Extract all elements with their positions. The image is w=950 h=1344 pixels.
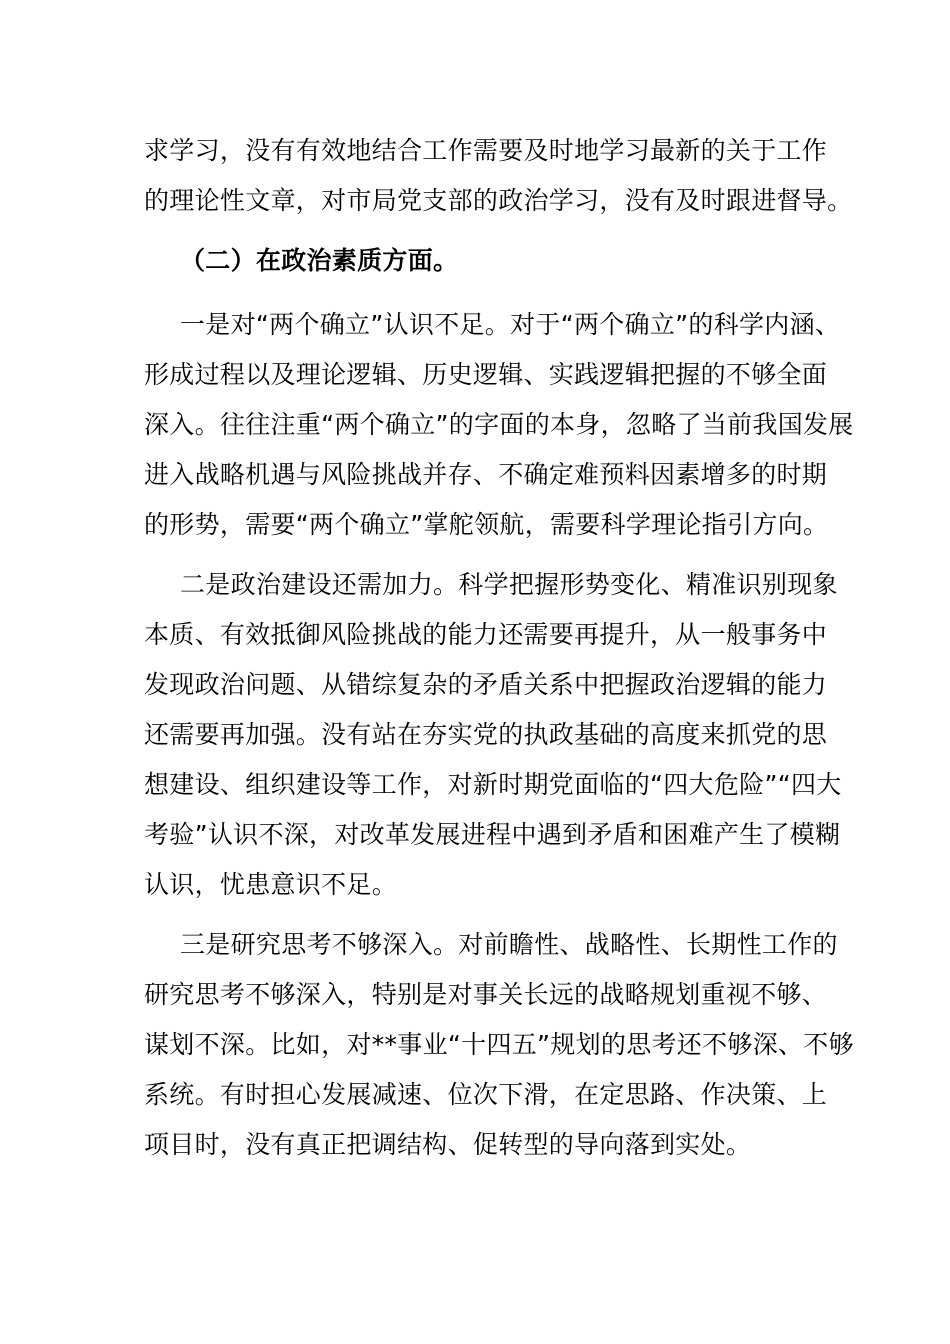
paragraph-2-line-2: 本质、有效抵御风险挑战的能力还需要再提升，从一般事务中	[144, 620, 828, 649]
paragraph-3-line-1: 三是研究思考不够深入。对前瞻性、战略性、长期性工作的	[180, 930, 838, 959]
paragraph-2-line-3: 发现政治问题、从错综复杂的矛盾关系中把握政治逻辑的能力	[144, 670, 828, 699]
paragraph-3-line-4: 系统。有时担心发展减速、位次下滑，在定思路、作决策、上	[144, 1080, 828, 1109]
paragraph-2-line-6: 考验”认识不深，对改革发展进程中遇到矛盾和困难产生了模糊	[144, 820, 841, 849]
paragraph-2-line-1: 二是政治建设还需加力。科学把握形势变化、精准识别现象	[180, 570, 838, 599]
paragraph-1-line-2: 形成过程以及理论逻辑、历史逻辑、实践逻辑把握的不够全面	[144, 360, 828, 389]
paragraph-3-line-5: 项目时，没有真正把调结构、促转型的导向落到实处。	[144, 1130, 752, 1159]
paragraph-2-line-4: 还需要再加强。没有站在夯实党的执政基础的高度来抓党的思	[144, 720, 828, 749]
paragraph-2-line-7: 认识，忧患意识不足。	[144, 870, 398, 899]
paragraph-2-line-5: 想建设、组织建设等工作，对新时期党面临的“四大危险”“四大	[144, 770, 842, 799]
paragraph-3-line-3: 谋划不深。比如，对**事业“十四五”规划的思考还不够深、不够	[144, 1030, 854, 1059]
paragraph-1-line-5: 的形势，需要“两个确立”掌舵领航，需要科学理论指引方向。	[144, 510, 829, 539]
paragraph-1-line-4: 进入战略机遇与风险挑战并存、不确定难预料因素增多的时期	[144, 460, 828, 489]
section-heading: （二）在政治素质方面。	[180, 246, 459, 275]
paragraph-1-line-3: 深入。往往注重“两个确立”的字面的本身，忽略了当前我国发展	[144, 410, 854, 439]
paragraph-3-line-2: 研究思考不够深入，特别是对事关长远的战略规划重视不够、	[144, 980, 828, 1009]
intro-line-2: 的理论性文章，对市局党支部的政治学习，没有及时跟进督导。	[144, 186, 853, 215]
paragraph-1-line-1: 一是对“两个确立”认识不足。对于“两个确立”的科学内涵、	[180, 310, 841, 339]
intro-line-1: 求学习，没有有效地结合工作需要及时地学习最新的关于工作	[144, 136, 828, 165]
